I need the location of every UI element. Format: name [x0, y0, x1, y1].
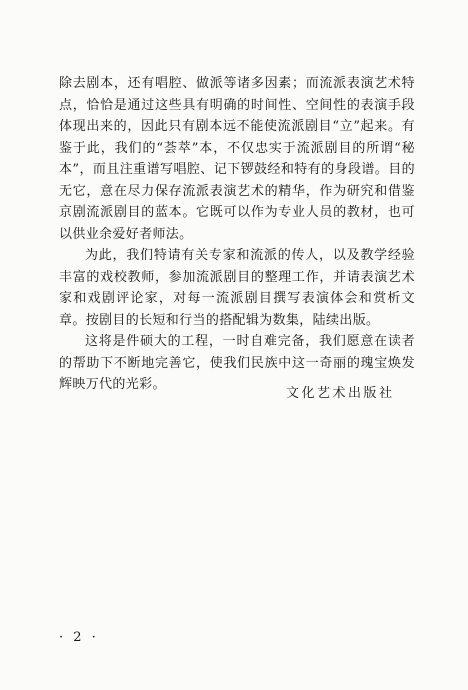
paragraph-2: 为此，我们特请有关专家和流派的传人，以及教学经验丰富的戏校教师，参加流派剧目的整理工作，并请表演艺术家和戏剧评论家，对每一流派剧目撰写表演体会和赏析文章。按剧目的长短和行当的搭配辑为数集，陆续出版。	[59, 248, 415, 328]
page-number: · 2 ·	[59, 630, 99, 645]
paragraph-1: 除去剧本，还有唱腔、做派等诸多因素；而流派表演艺术特点，恰恰是通过这些具有明确的时间性、空间性的表演手段体现出来的，因此只有剧本远不能使流派剧目“立”起来。有鉴于此，我们的“荟萃”本，不仅忠实于流派剧目的所谓“秘本”，而且注重谱写唱腔、记下锣鼓经和特有的身段谱。目的无它，意在尽力保存流派表演艺术的精华，作为研究和借鉴京剧流派剧目的蓝本。它既可以作为专业人员的教材，也可以供业余爱好者师法。	[59, 76, 415, 242]
paragraph-3: 这将是件硕大的工程，一时自难完备，我们愿意在读者的帮助下不断地完善它，使我们民族中这一奇丽的瑰宝焕发辉映万代的光彩。	[59, 334, 415, 392]
publisher-signature: 文化艺术出版社	[286, 386, 395, 401]
preface-body	[59, 73, 415, 396]
